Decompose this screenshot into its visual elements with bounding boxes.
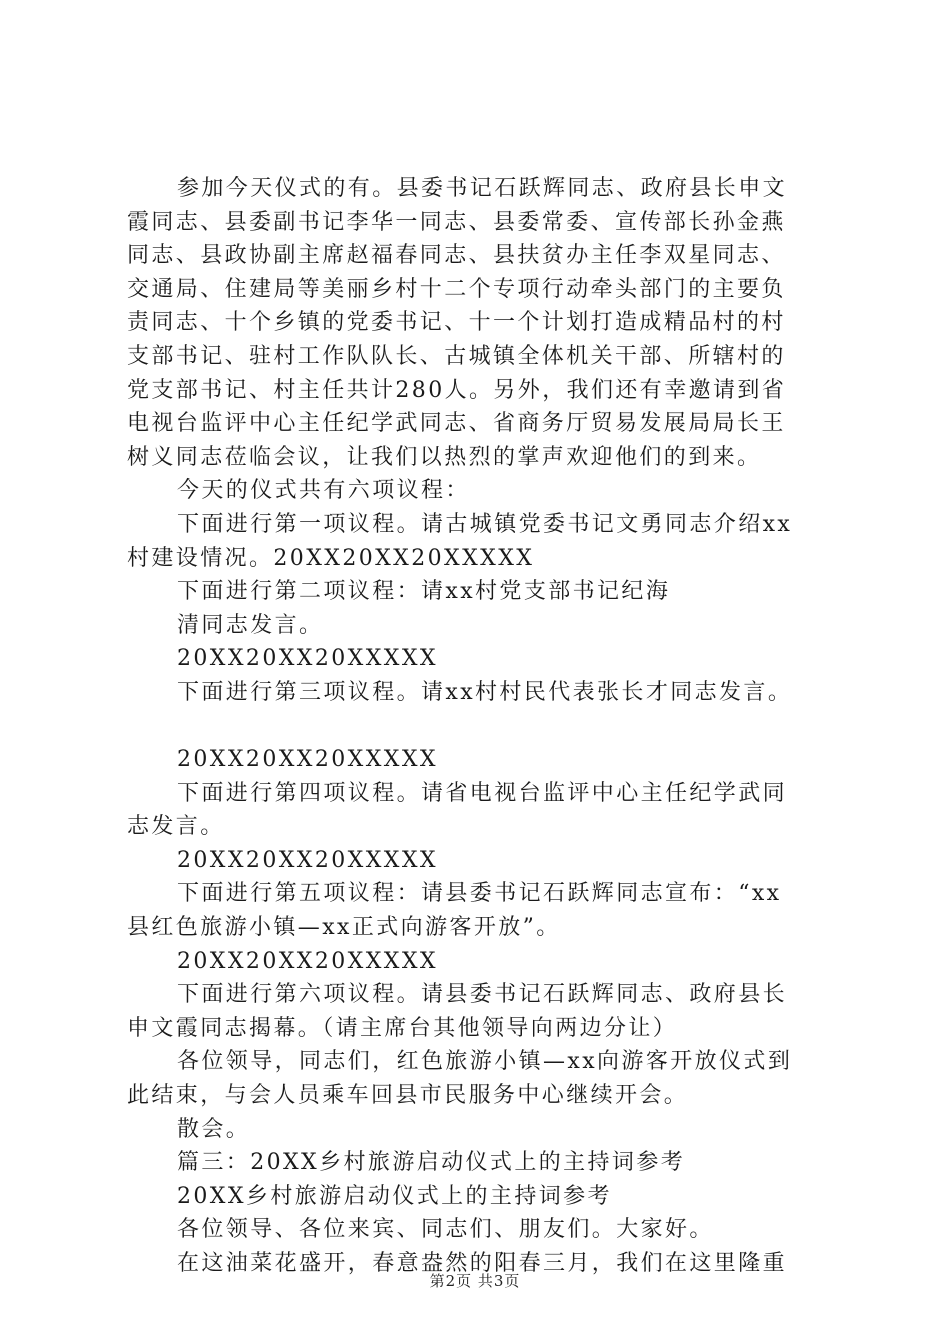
text-line: 各位领导，同志们，红色旅游小镇—xx向游客开放仪式到	[177, 1049, 793, 1075]
text-line: 20XX20XX20XXXXX	[177, 847, 438, 873]
text-line: 散会。	[177, 1116, 251, 1142]
blank-line	[127, 710, 837, 744]
text-line: 下面进行第四项议程。请省电视台监评中心主任纪学武同	[177, 780, 788, 806]
text-line: 下面进行第二项议程：请xx村党支部书记纪海	[177, 579, 671, 605]
text-line: 申文霞同志揭幕。（请主席台其他领导向两边分让）	[127, 1015, 678, 1041]
text-line: 20XX20XX20XXXXX	[177, 948, 438, 974]
text-line: 交通局、住建局等美丽乡村十二个专项行动牵头部门的主要负	[127, 276, 786, 302]
text-line: 下面进行第六项议程。请县委书记石跃辉同志、政府县长	[177, 982, 788, 1008]
text-line: 20XX20XX20XXXXX	[177, 747, 438, 773]
text-line: 县红色旅游小镇—xx正式向游客开放”。	[127, 915, 561, 941]
document-body	[127, 172, 837, 1281]
text-line: 今天的仪式共有六项议程：	[177, 478, 470, 504]
text-line: 清同志发言。	[177, 612, 324, 638]
text-line: 村建设情况。20XX20XX20XXXXX	[127, 545, 535, 571]
text-line: 下面进行第五项议程：请县委书记石跃辉同志宣布：“xx	[177, 881, 782, 907]
section-heading: 篇三：20XX乡村旅游启动仪式上的主持词参考	[177, 1150, 686, 1176]
section-title: 20XX乡村旅游启动仪式上的主持词参考	[177, 1183, 612, 1209]
text-line: 党支部书记、村主任共计280人。另外，我们还有幸邀请到省	[127, 377, 787, 403]
text-line: 霞同志、县委副书记李华一同志、县委常委、宣传部长孙金燕	[127, 209, 786, 235]
text-line: 下面进行第一项议程。请古城镇党委书记文勇同志介绍xx	[177, 511, 793, 537]
text-line: 参加今天仪式的有。县委书记石跃辉同志、政府县长申文	[177, 176, 788, 201]
text-line: 电视台监评中心主任纪学武同志、省商务厅贸易发展局局长王	[127, 411, 786, 437]
text-line: 支部书记、驻村工作队队长、古城镇全体机关干部、所辖村的	[127, 343, 786, 369]
text-line: 20XX20XX20XXXXX	[177, 646, 438, 672]
text-line: 责同志、十个乡镇的党委书记、十一个计划打造成精品村的村	[127, 310, 786, 336]
page-footer: 第2页 共3页	[429, 1272, 521, 1290]
text-line: 同志、县政协副主席赵福春同志、县扶贫办主任李双星同志、	[127, 243, 786, 269]
text-line: 在这油菜花盛开，春意盎然的阳春三月，我们在这里隆重	[177, 1251, 788, 1276]
text-line: 树义同志莅临会议，让我们以热烈的掌声欢迎他们的到来。	[127, 444, 762, 470]
text-line: 下面进行第三项议程。请xx村村民代表张长才同志发言。	[177, 679, 793, 705]
text-line: 各位领导、各位来宾、同志们、朋友们。大家好。	[177, 1217, 714, 1243]
text-line: 志发言。	[127, 814, 225, 840]
text-line: 此结束，与会人员乘车回县市民服务中心继续开会。	[127, 1083, 689, 1109]
